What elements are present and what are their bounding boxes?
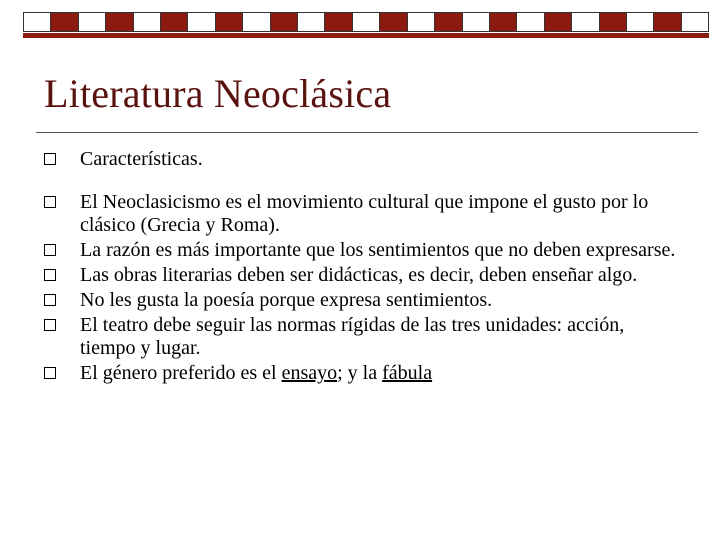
- header-cell-accent: [215, 12, 242, 32]
- header-cell: [23, 12, 50, 32]
- header-cell: [133, 12, 160, 32]
- list-item: [44, 239, 684, 262]
- header-cell-accent: [489, 12, 516, 32]
- header-cell: [681, 12, 709, 32]
- square-bullet-icon: [44, 294, 56, 306]
- header-cell-accent: [599, 12, 626, 32]
- header-cell-accent: [544, 12, 571, 32]
- ensayo-link[interactable]: ensayo: [281, 362, 338, 384]
- list-item: [44, 362, 684, 385]
- bullet-text: [80, 362, 684, 385]
- bullet-text: Las obras literarias deben ser didácticas, es decir, deben enseñar algo.: [80, 264, 638, 286]
- square-bullet-icon: [44, 196, 56, 208]
- list-item: [44, 314, 684, 360]
- header-cell: [78, 12, 105, 32]
- square-bullet-icon: [44, 269, 56, 281]
- header-cell: [571, 12, 598, 32]
- header-cell: [516, 12, 543, 32]
- header-cell: [297, 12, 324, 32]
- header-cell: [626, 12, 653, 32]
- header-cell: [242, 12, 269, 32]
- header-cell-accent: [50, 12, 77, 32]
- header-decoration-bar: [23, 12, 709, 32]
- bullet-text: El Neoclasicismo es el movimiento cultural que impone el gusto por lo clásico (Grecia y Roma).: [80, 191, 649, 236]
- header-cell: [187, 12, 214, 32]
- square-bullet-icon: [44, 367, 56, 379]
- header-cell-accent: [160, 12, 187, 32]
- list-item: [44, 264, 684, 287]
- title-divider: [36, 132, 698, 133]
- square-bullet-icon: [44, 244, 56, 256]
- header-cell-accent: [434, 12, 461, 32]
- bullet-text-prefix: El género preferido es el: [80, 362, 282, 384]
- square-bullet-icon: [44, 153, 56, 165]
- header-cell: [352, 12, 379, 32]
- bullet-text: El teatro debe seguir las normas rígidas de las tres unidades: acción, tiempo y lugar.: [80, 314, 625, 359]
- header-cell: [462, 12, 489, 32]
- square-bullet-icon: [44, 319, 56, 331]
- header-cell-accent: [270, 12, 297, 32]
- bullet-text-middle: ; y la: [337, 362, 383, 384]
- header-cell: [407, 12, 434, 32]
- header-cell-accent: [379, 12, 406, 32]
- header-cell-accent: [105, 12, 132, 32]
- header-underline: [23, 33, 709, 38]
- bullet-list: [44, 148, 684, 387]
- bullet-text: La razón es más importante que los sentimientos que no deben expresarse.: [80, 239, 676, 261]
- list-item: [44, 191, 684, 237]
- header-cell-accent: [653, 12, 680, 32]
- bullet-text: Características.: [80, 148, 203, 170]
- list-item: [44, 148, 684, 171]
- slide-title: Literatura Neoclásica: [44, 71, 392, 116]
- fabula-link[interactable]: fábula: [382, 362, 433, 384]
- bullet-text: No les gusta la poesía porque expresa sentimientos.: [80, 289, 493, 311]
- header-cell-accent: [324, 12, 351, 32]
- list-item: [44, 289, 684, 312]
